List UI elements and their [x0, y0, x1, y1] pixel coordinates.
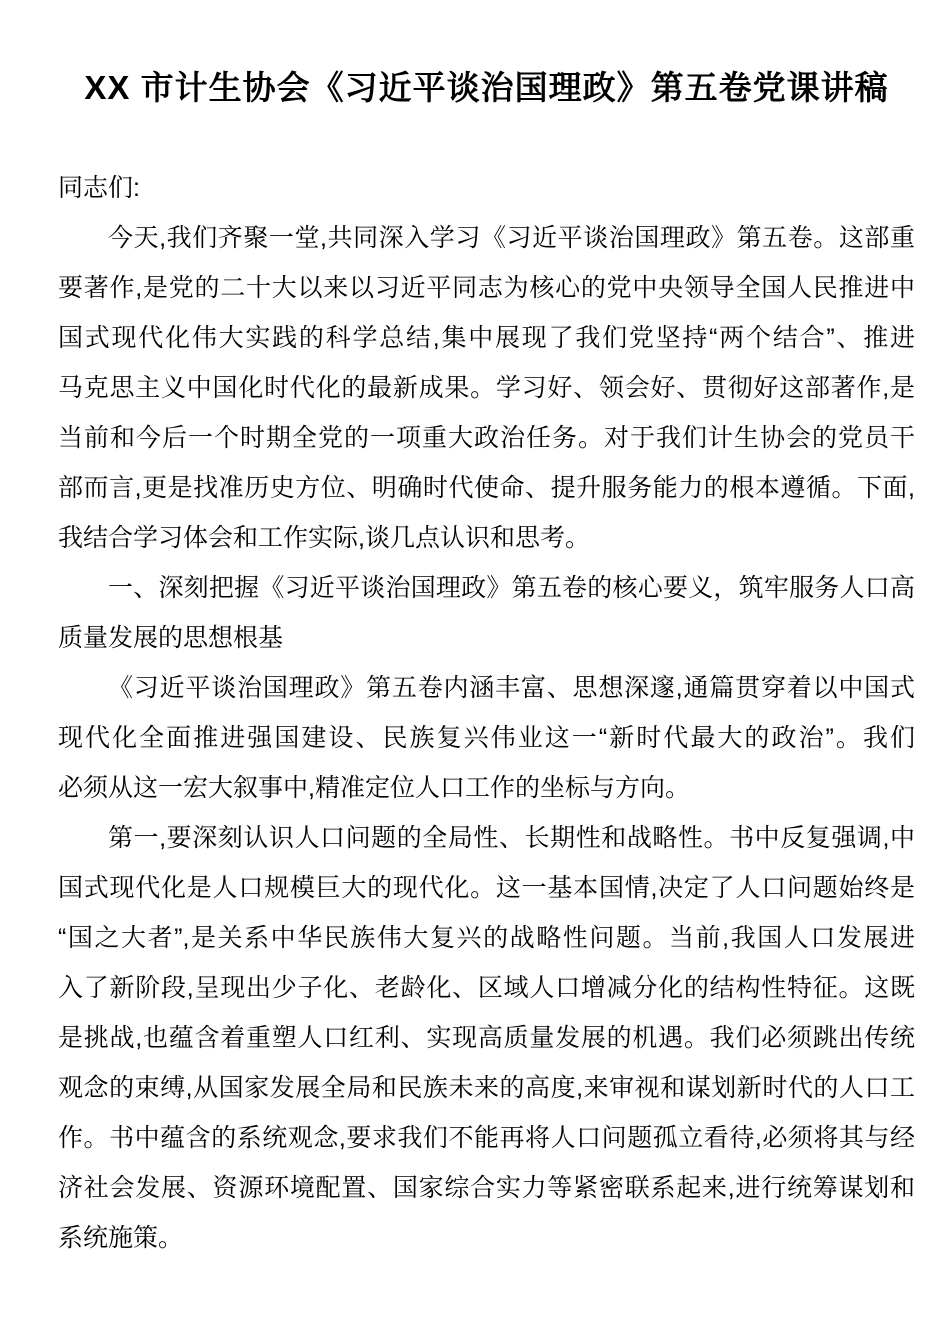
- paragraph: [58, 213, 915, 563]
- paragraph: [58, 813, 915, 1263]
- document-title: XX 市计生协会《习近平谈治国理政》第五卷党课讲稿: [84, 69, 889, 106]
- paragraph-line: 要著作,是党的二十大以来以习近平同志为核心的党中央领导全国人民推进中: [58, 274, 915, 302]
- paragraph-line: 《习近平谈治国理政》第五卷内涵丰富、思想深邃,通篇贯穿着以中国式: [108, 674, 915, 702]
- section-heading: [58, 563, 915, 663]
- paragraph-line: 必须从这一宏大叙事中,精准定位人口工作的坐标与方向。: [58, 774, 690, 802]
- paragraph-line: 系统施策。: [58, 1224, 184, 1252]
- paragraph-line: “国之大者”,是关系中华民族伟大复兴的战略性问题。当前,我国人口发展进: [58, 924, 915, 952]
- section-heading-line: 质量发展的思想根基: [58, 624, 284, 652]
- document-body: [58, 213, 915, 1263]
- paragraph-line: 观念的束缚,从国家发展全局和民族未来的高度,来审视和谋划新时代的人口工: [58, 1074, 915, 1102]
- paragraph-line: 作。书中蕴含的系统观念,要求我们不能再将人口问题孤立看待,必须将其与经: [58, 1124, 915, 1152]
- paragraph-line: 入了新阶段,呈现出少子化、老龄化、区域人口增减分化的结构性特征。这既: [58, 974, 915, 1002]
- paragraph-line: 济社会发展、资源环境配置、国家综合实力等紧密联系起来,进行统筹谋划和: [58, 1174, 915, 1202]
- paragraph: [58, 663, 915, 813]
- paragraph-line: 国式现代化伟大实践的科学总结,集中展现了我们党坚持“两个结合”、推进: [58, 324, 915, 352]
- section-heading-line: 一、深刻把握《习近平谈治国理政》第五卷的核心要义，筑牢服务人口高: [108, 574, 915, 602]
- paragraph-line: 今天,我们齐聚一堂,共同深入学习《习近平谈治国理政》第五卷。这部重: [108, 224, 915, 252]
- paragraph-line: 部而言,更是找准历史方位、明确时代使命、提升服务能力的根本遵循。下面,: [58, 474, 915, 502]
- paragraph-line: 国式现代化是人口规模巨大的现代化。这一基本国情,决定了人口问题始终是: [58, 874, 915, 902]
- paragraph-line: 马克思主义中国化时代化的最新成果。学习好、领会好、贯彻好这部著作,是: [58, 374, 915, 402]
- paragraph-line: 我结合学习体会和工作实际,谈几点认识和思考。: [58, 524, 590, 552]
- paragraph-line: 当前和今后一个时期全党的一项重大政治任务。对于我们计生协会的党员干: [58, 424, 915, 452]
- paragraph-line: 第一,要深刻认识人口问题的全局性、长期性和战略性。书中反复强调,中: [108, 824, 915, 852]
- salutation-line: 同志们:: [58, 174, 140, 202]
- paragraph-line: 现代化全面推进强国建设、民族复兴伟业这一“新时代最大的政治”。我们: [58, 724, 915, 752]
- paragraph-line: 是挑战,也蕴含着重塑人口红利、实现高质量发展的机遇。我们必须跳出传统: [58, 1024, 915, 1052]
